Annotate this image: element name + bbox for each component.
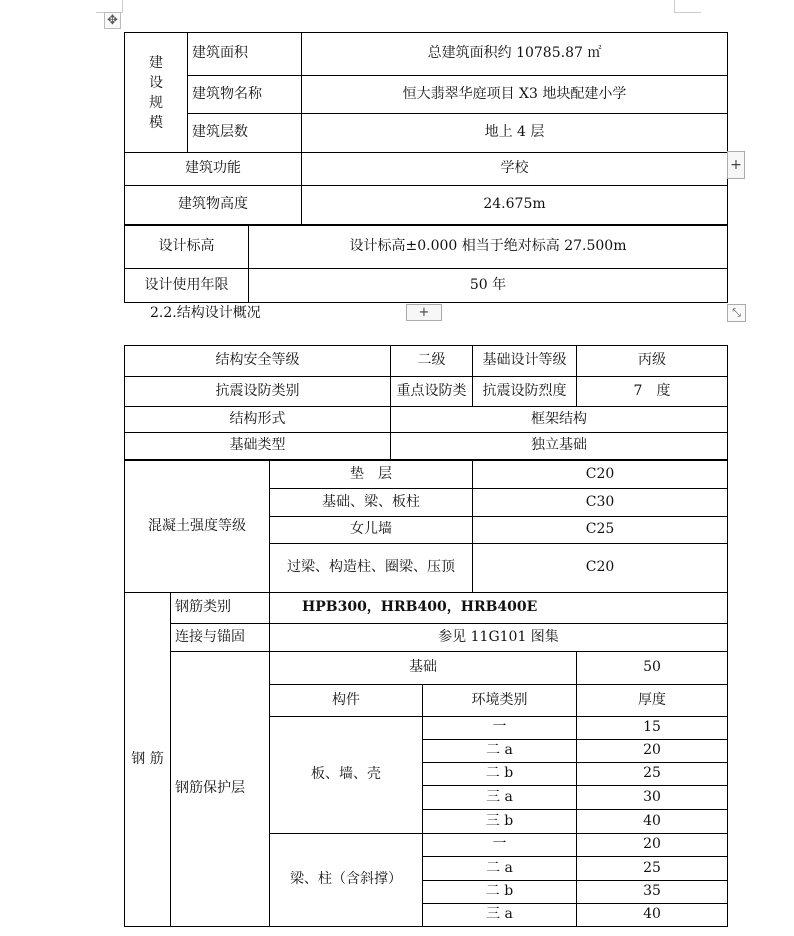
concrete-grade-table — [124, 460, 728, 593]
row-value-function: 学校 — [302, 153, 728, 186]
structure-form-value: 框架结构 — [391, 407, 728, 433]
env-class: 一 — [423, 717, 577, 740]
seismic-category-value: 重点设防类 — [391, 377, 473, 407]
foundation-design-level-value: 丙级 — [577, 346, 728, 377]
page-corner-mark-top-right — [674, 0, 701, 13]
env-class: 二 b — [423, 881, 577, 904]
insert-row-button[interactable]: + — [727, 151, 745, 179]
env-class: 一 — [423, 834, 577, 857]
row-label-building-name: 建筑物名称 — [188, 76, 302, 114]
env-class: 二 b — [423, 763, 577, 786]
cover-thickness: 25 — [577, 763, 728, 786]
foundation-cover-value: 50 — [577, 652, 728, 685]
cover-thickness: 20 — [577, 740, 728, 763]
header-thickness: 厚度 — [577, 685, 728, 717]
concrete-grade-label: 混凝土强度等级 — [125, 461, 270, 593]
foundation-cover-label: 基础 — [270, 652, 577, 685]
table-move-handle-icon[interactable]: ✥ — [104, 12, 121, 29]
env-class: 二 a — [423, 857, 577, 881]
row-label-height: 建筑物高度 — [125, 186, 302, 225]
safety-level-label: 结构安全等级 — [125, 346, 391, 377]
anchorage-label: 连接与锚固 — [171, 624, 270, 652]
foundation-type-value: 独立基础 — [391, 433, 728, 460]
row-value-design-elevation: 设计标高±0.000 相当于绝对标高 27.500m — [249, 226, 728, 269]
concrete-part: 基础、梁、板柱 — [270, 489, 473, 517]
concrete-grade: C30 — [473, 489, 728, 517]
row-value-service-life: 50 年 — [249, 269, 728, 303]
env-class: 三 b — [423, 810, 577, 834]
safety-level-value: 二级 — [391, 346, 473, 377]
structure-design-table — [124, 345, 728, 460]
anchorage-value: 参见 11G101 图集 — [270, 624, 728, 652]
row-value-height: 24.675m — [302, 186, 728, 225]
table-resize-handle-icon[interactable]: ⤡ — [727, 304, 746, 322]
cover-thickness: 30 — [577, 786, 728, 810]
rebar-type-label: 钢筋类别 — [171, 593, 270, 624]
seismic-category-label: 抗震设防类别 — [125, 377, 391, 407]
rebar-table — [124, 592, 728, 927]
seismic-intensity-label: 抗震设防烈度 — [473, 377, 577, 407]
cover-thickness: 40 — [577, 810, 728, 834]
structure-form-label: 结构形式 — [125, 407, 391, 433]
member-slab-wall-shell: 板、墙、壳 — [270, 717, 423, 834]
row-label-building-area: 建筑面积 — [188, 33, 302, 76]
building-scale-group-label: 建 设 规 模 — [125, 33, 188, 153]
row-label-floors: 建筑层数 — [188, 114, 302, 153]
row-label-function: 建筑功能 — [125, 153, 302, 186]
rebar-group-label: 钢 筋 — [125, 593, 171, 927]
header-member: 构件 — [270, 685, 423, 717]
row-value-building-name: 恒大翡翠华庭项目 X3 地块配建小学 — [302, 76, 728, 114]
foundation-type-label: 基础类型 — [125, 433, 391, 460]
header-environment: 环境类别 — [423, 685, 577, 717]
row-value-floors: 地上 4 层 — [302, 114, 728, 153]
cover-thickness: 15 — [577, 717, 728, 740]
building-info-table-lower — [124, 225, 728, 303]
seismic-intensity-value: 7 度 — [577, 377, 728, 407]
env-class: 二 a — [423, 740, 577, 763]
row-label-design-elevation: 设计标高 — [125, 226, 249, 269]
env-class: 三 a — [423, 904, 577, 927]
concrete-part: 过梁、构造柱、圈梁、压顶 — [270, 544, 473, 593]
env-class: 三 a — [423, 786, 577, 810]
row-value-building-area: 总建筑面积约 10785.87 ㎡ — [302, 33, 728, 76]
cover-thickness: 40 — [577, 904, 728, 927]
cover-thickness: 35 — [577, 881, 728, 904]
foundation-design-level-label: 基础设计等级 — [473, 346, 577, 377]
member-beam-column: 梁、柱（含斜撑） — [270, 834, 423, 927]
insert-column-button[interactable]: + — [406, 304, 442, 321]
concrete-grade: C20 — [473, 544, 728, 593]
concrete-part: 垫 层 — [270, 461, 473, 489]
rebar-cover-label: 钢筋保护层 — [171, 652, 270, 927]
concrete-part: 女儿墙 — [270, 517, 473, 544]
section-heading: 2.2.结构设计概况 — [150, 305, 261, 321]
cover-thickness: 25 — [577, 857, 728, 881]
concrete-grade: C25 — [473, 517, 728, 544]
building-info-table — [124, 32, 728, 225]
row-label-service-life: 设计使用年限 — [125, 269, 249, 303]
rebar-type-value: HPB300，HRB400，HRB400E — [270, 593, 728, 624]
concrete-grade: C20 — [473, 461, 728, 489]
cover-thickness: 20 — [577, 834, 728, 857]
